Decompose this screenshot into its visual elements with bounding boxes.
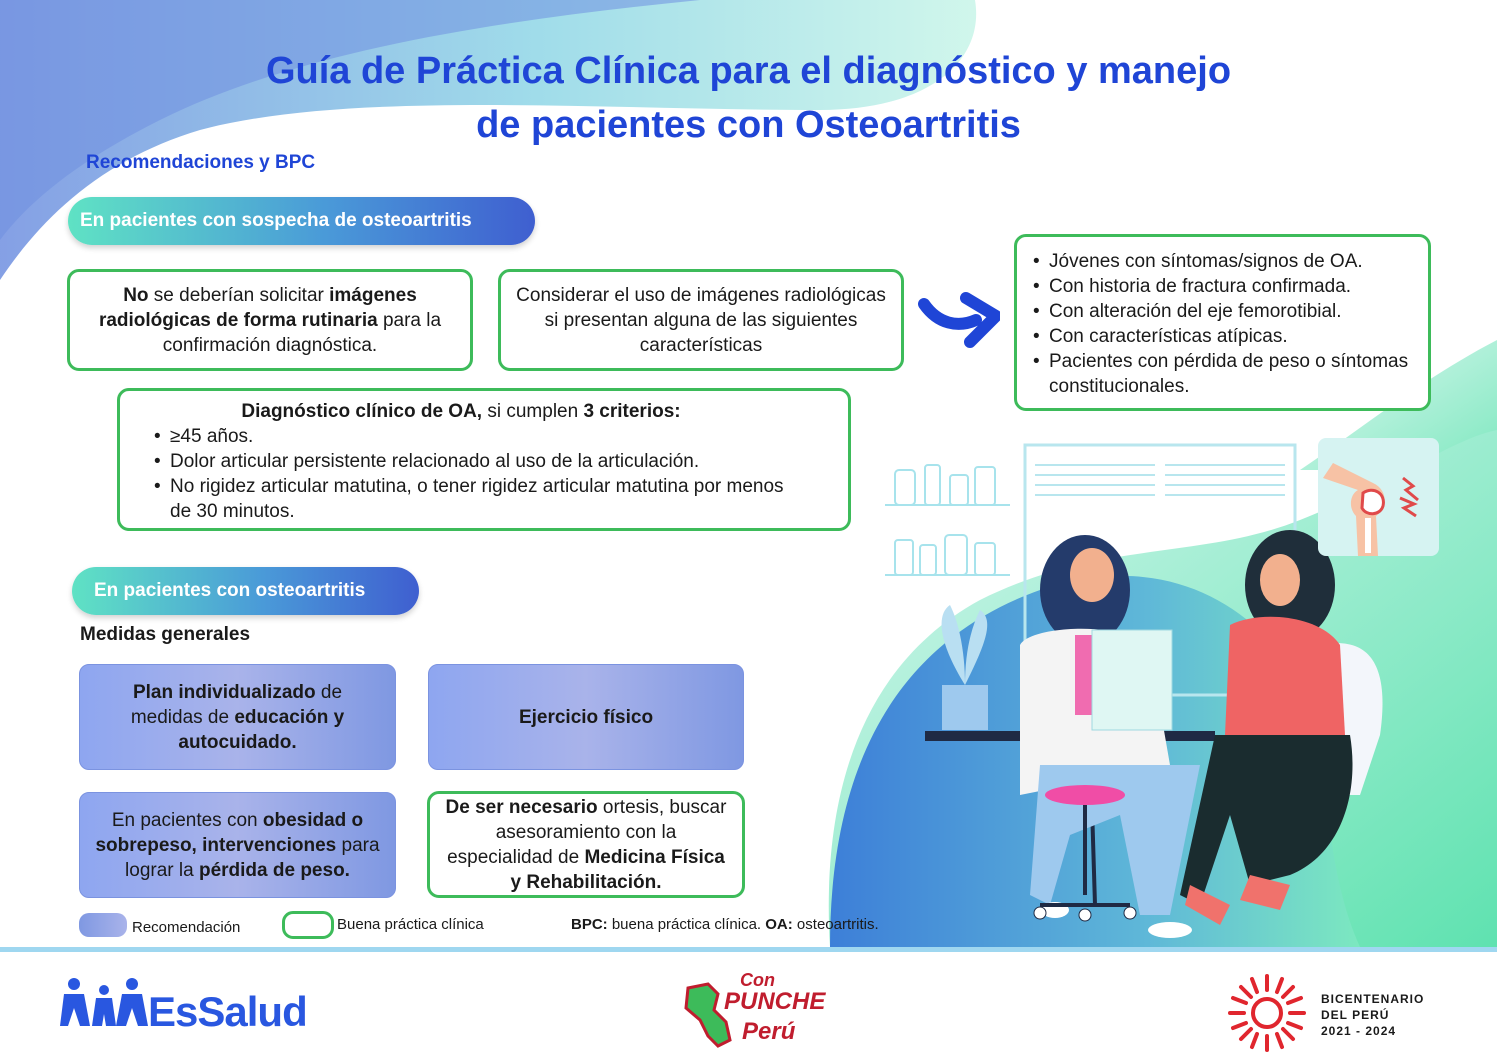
campaign-logo-line2: PUNCHE bbox=[724, 988, 826, 1015]
bicentenario-line2: DEL PERÚ bbox=[1321, 1008, 1390, 1022]
bicentenario-sun-icon bbox=[1226, 972, 1308, 1054]
criteria-item: • Pacientes con pérdida de peso o síntomas constitucionales. bbox=[1033, 349, 1418, 399]
essalud-logo-text: EsSalud bbox=[148, 988, 307, 1035]
campaign-logo-line1: Con bbox=[740, 970, 775, 990]
legend-good-practice-swatch bbox=[282, 911, 334, 939]
abbr-oa: OA: bbox=[765, 916, 793, 933]
legend-abbreviations bbox=[571, 916, 879, 933]
clinical-diagnosis-box bbox=[117, 388, 851, 531]
abbr-oa-text: osteoartritis. bbox=[792, 916, 879, 933]
general-measures-heading: Medidas generales bbox=[80, 624, 251, 645]
section-pill-suspected-oa: En pacientes con sospecha de osteoartritis bbox=[68, 197, 535, 245]
rec1-t1: de medidas de bbox=[130, 681, 343, 728]
diagnosis-b1: Diagnóstico clínico de OA, bbox=[241, 401, 483, 422]
imaging-criteria-box bbox=[1014, 234, 1431, 411]
section-pill-oa: En pacientes con osteoartritis bbox=[72, 567, 419, 615]
abbr-bpc: BPC: bbox=[571, 916, 608, 933]
bicentenario-line3: 2021 - 2024 bbox=[1321, 1024, 1397, 1038]
diagnosis-criteria-list bbox=[154, 424, 794, 524]
rec2-text: Ejercicio físico bbox=[518, 706, 654, 728]
campaign-logo-line3: Perú bbox=[742, 1018, 796, 1045]
consider-imaging-box bbox=[498, 269, 904, 371]
page-title-line1: Guía de Práctica Clínica para el diagnóstico y manejo bbox=[265, 50, 1232, 92]
criteria-item: • Con historia de fractura confirmada. bbox=[1033, 274, 1418, 299]
bpc-orthosis-box bbox=[427, 791, 745, 898]
no-imaging-b1: No bbox=[123, 284, 149, 306]
imaging-criteria-list bbox=[1033, 249, 1418, 399]
no-routine-imaging-box bbox=[67, 269, 473, 371]
legend-good-practice-label: Buena práctica clínica bbox=[337, 916, 484, 933]
essalud-family-icon bbox=[60, 976, 148, 1030]
knee-pain-icon bbox=[1318, 438, 1439, 556]
rec3-b1: obesidad o sobrepeso, intervenciones bbox=[95, 809, 364, 856]
legend-recommendation-label: Recomendación bbox=[132, 919, 241, 936]
no-imaging-b2: imágenes radiológicas de forma rutinaria bbox=[98, 284, 417, 331]
criteria-item: • Con características atípicas. bbox=[1033, 324, 1418, 349]
bpc-b2: Medicina Física y Rehabilitación. bbox=[510, 846, 725, 893]
arrow-right-icon bbox=[918, 290, 1000, 348]
consider-imaging-text: Considerar el uso de imágenes radiológicas si presentan alguna de las siguientes características bbox=[516, 284, 886, 356]
recommendation-education-box bbox=[79, 664, 396, 770]
diagnosis-t1: si cumplen bbox=[482, 401, 584, 422]
page-subtitle: Recomendaciones y BPC bbox=[86, 152, 316, 173]
recommendation-exercise-box bbox=[428, 664, 744, 770]
page-title-line2: de pacientes con Osteoartritis bbox=[476, 104, 1021, 146]
rec1-b2: educación y autocuidado. bbox=[178, 706, 345, 753]
legend-recommendation-swatch bbox=[79, 913, 127, 937]
footer bbox=[0, 952, 1497, 1058]
bpc-b1: De ser necesario bbox=[445, 796, 598, 818]
diagnosis-b2: 3 criterios: bbox=[583, 401, 681, 422]
diagnosis-item: • No rigidez articular matutina, o tener rigidez articular matutina por menos de 30 minutos. bbox=[154, 474, 794, 524]
abbr-bpc-text: buena práctica clínica. bbox=[607, 916, 766, 933]
rec3-t2: para lograr la bbox=[125, 834, 380, 881]
no-imaging-t2: para la confirmación diagnóstica. bbox=[162, 309, 442, 356]
no-imaging-t1: se deberían solicitar bbox=[148, 284, 330, 306]
bicentenario-line1: BICENTENARIO bbox=[1321, 992, 1425, 1006]
criteria-item: • Con alteración del eje femorotibial. bbox=[1033, 299, 1418, 324]
diagnosis-item: • Dolor articular persistente relacionado al uso de la articulación. bbox=[154, 449, 794, 474]
rec3-b2: pérdida de peso. bbox=[198, 859, 350, 881]
criteria-item: • Jóvenes con síntomas/signos de OA. bbox=[1033, 249, 1418, 274]
rec3-t1: En pacientes con bbox=[111, 809, 263, 831]
recommendation-weight-loss-box bbox=[79, 792, 396, 898]
diagnosis-item: • ≥45 años. bbox=[154, 424, 794, 449]
bpc-t1: ortesis, buscar asesoramiento con la especialidad de bbox=[447, 796, 727, 868]
rec1-b1: Plan individualizado bbox=[132, 681, 316, 703]
